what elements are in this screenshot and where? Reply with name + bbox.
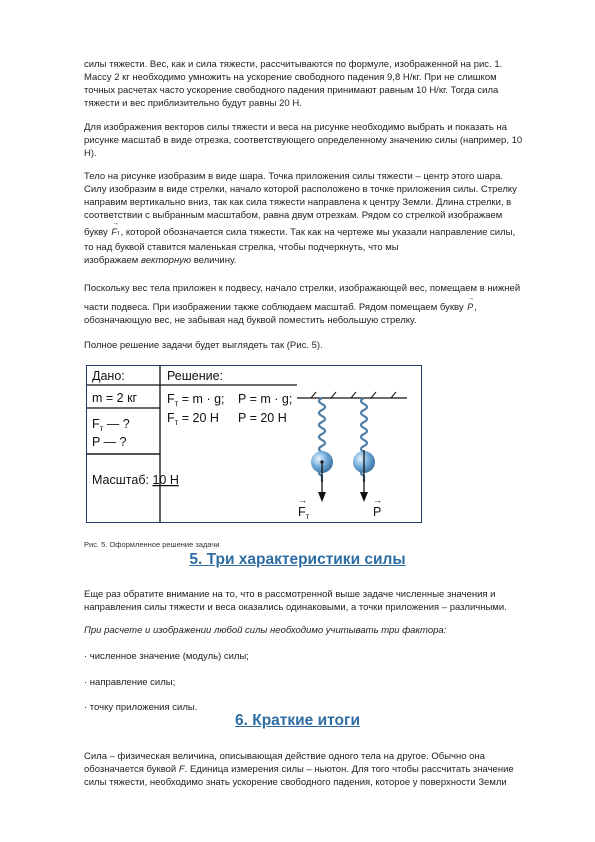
scale-label: Масштаб: 10 Н bbox=[92, 473, 179, 487]
text-line: Н). bbox=[84, 148, 97, 159]
solution-intro bbox=[84, 339, 546, 352]
text-line: Тело на рисунке изобразим в виде шара. Точка приложения силы тяжести – центр этого шара. bbox=[84, 171, 504, 182]
section-5-heading[interactable]: 5. Три характеристики силы bbox=[189, 551, 406, 568]
text-line: тяжести и вес приблизительно будут равны 20 Н. bbox=[84, 98, 302, 109]
vector-arrow-icon: → bbox=[467, 295, 475, 302]
vector-letter: P bbox=[467, 302, 474, 312]
list-item bbox=[84, 650, 546, 663]
weight-vector-symbol bbox=[467, 295, 475, 314]
text-line: направления силы тяжести и веса оказались одинаковыми, а точки приложения – различными. bbox=[84, 602, 507, 613]
given-label: Дано: bbox=[92, 369, 125, 383]
gravity-arrowhead-icon bbox=[318, 492, 326, 502]
text-line: Поскольку вес тела приложен к подвесу, начало стрелки, изображающей вес, помещаем в нижней bbox=[84, 283, 521, 294]
solution-figure bbox=[86, 365, 422, 523]
vector-arrow-icon: → bbox=[373, 495, 382, 505]
section-5-italic-note bbox=[84, 624, 546, 637]
vector-letter: F bbox=[111, 227, 117, 237]
text-line: соответствии с выбранным масштабом, равна двум отрезкам. Рядом со стрелкой изображаем bbox=[84, 210, 503, 221]
vector-arrow-icon: → bbox=[112, 220, 119, 227]
list-item-text: · численное значение (модуль) силы; bbox=[84, 651, 249, 662]
list-item-text: · точку приложения силы. bbox=[84, 702, 198, 713]
text-line: обозначающую вес, не забывая над буквой поместить небольшую стрелку. bbox=[84, 315, 417, 326]
text-line: силы тяжести. Вес, как и сила тяжести, рассчитываются по формуле, изображенной на рис. 1. bbox=[84, 59, 503, 70]
text-line: Массу 2 кг необходимо умножить на ускорение свободного падения 9,8 Н/кг. При не слишком bbox=[84, 72, 497, 83]
section-6-heading[interactable]: 6. Краткие итоги bbox=[235, 712, 360, 729]
ceiling-hatching bbox=[311, 392, 396, 398]
text-line bbox=[84, 220, 546, 241]
text-line: Еще раз обратите внимание на то, что в рассмотренной выше задаче численные значения и bbox=[84, 589, 496, 600]
vector-arrow-icon: → bbox=[298, 495, 307, 505]
emphasis-text: векторную bbox=[140, 255, 192, 266]
gravity-arrow-label: $F_т$ bbox=[298, 505, 310, 521]
solution-figure-svg bbox=[87, 366, 421, 522]
text-line bbox=[84, 763, 546, 776]
value-ft: $F_т = 20$ Н bbox=[167, 411, 219, 427]
value-p: P = 20 Н bbox=[238, 411, 287, 425]
figure-caption: Рис. 5. Оформленное решение задачи bbox=[84, 540, 220, 549]
intro-paragraph bbox=[84, 58, 546, 110]
weight-paragraph bbox=[84, 282, 546, 327]
vector-subscript: т bbox=[116, 231, 120, 237]
text-line: Полное решение задачи будет выглядеть так (Рис. 5). bbox=[84, 340, 323, 351]
text-line: Силу изобразим в виде стрелки, начало которой расположено в точке приложения силы. Стрелку bbox=[84, 184, 517, 195]
text-line: При расчете и изображении любой силы необходимо учитывать три фактора: bbox=[84, 625, 447, 636]
formula-ft: $F_т = m \cdot g$; bbox=[167, 392, 225, 408]
scale-paragraph bbox=[84, 121, 546, 160]
text-fragment: обозначается буквой bbox=[84, 764, 179, 775]
text-line: точных расчетах часто ускорение свободного падения принимают равным 10 Н/кг. Тогда сила bbox=[84, 85, 499, 96]
emphasis-text: F bbox=[178, 764, 185, 775]
text-line: Для изображения векторов силы тяжести и веса на рисунке необходимо выбрать и показать на bbox=[84, 122, 508, 133]
list-item bbox=[84, 676, 546, 689]
formula-p: P = m · g; bbox=[238, 392, 293, 406]
text-line: направим вертикально вниз, так как сила тяжести направлена к центру Земли. Длина стрелки, в bbox=[84, 197, 512, 208]
text-line: Сила – физическая величина, описывающая действие одного тела на другое. Обычно она bbox=[84, 751, 485, 762]
text-line: силы тяжести, необходимо знать ускорение свободного падения, которое у поверхности Земли bbox=[84, 777, 507, 788]
text-fragment: букву bbox=[84, 227, 108, 238]
text-fragment: величину. bbox=[193, 255, 237, 266]
ball-paragraph bbox=[84, 170, 546, 267]
text-fragment: части подвеса. При изображении также соблюдаем масштаб. Рядом помещаем букву bbox=[84, 302, 464, 313]
weight-arrowhead-icon bbox=[360, 492, 368, 502]
section-5-paragraph bbox=[84, 588, 546, 614]
list-item-text: · направление силы; bbox=[84, 677, 176, 688]
solution-label: Решение: bbox=[167, 369, 224, 383]
gravity-vector-symbol bbox=[111, 220, 120, 241]
text-fragment: . Единица измерения силы – ньютон. Для того чтобы рассчитать значение bbox=[184, 764, 514, 775]
text-line bbox=[84, 254, 546, 267]
given-mass: m = 2 кг bbox=[92, 391, 138, 405]
text-fragment: , которой обозначается сила тяжести. Так как на чертеже мы указали направление силы, bbox=[120, 227, 516, 238]
text-line bbox=[84, 295, 546, 314]
text-line: рисунке масштаб в виде отрезка, соответствующего определенному значению силы (например, 10 bbox=[84, 135, 523, 146]
text-fragment: изображаем bbox=[84, 255, 139, 266]
given-ft-unknown: $F_т$ — ? bbox=[92, 417, 130, 433]
section-6-paragraph bbox=[84, 750, 546, 789]
text-line: то над буквой ставится маленькая стрелка, чтобы подчеркнуть, что мы bbox=[84, 242, 399, 253]
weight-arrow-label: P bbox=[373, 505, 382, 519]
given-p-unknown: P — ? bbox=[92, 435, 127, 449]
text-fragment: , bbox=[474, 302, 477, 313]
